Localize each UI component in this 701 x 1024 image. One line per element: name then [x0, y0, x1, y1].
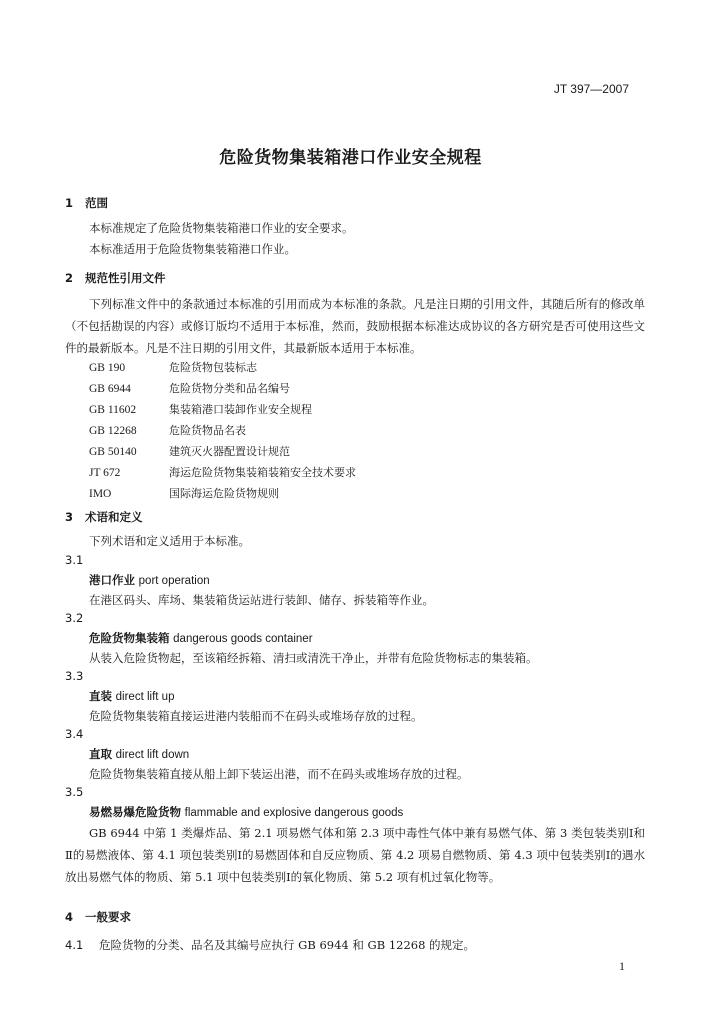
reference-item [89, 485, 279, 501]
page-title: 危险货物集装箱港口作业安全规程 [219, 148, 482, 168]
term-en: port operation [138, 575, 210, 587]
clause-text: 危险货物的分类、品名及其编号应执行 GB 6944 和 GB 12268 的规定。 [99, 938, 476, 952]
section-1-heading [65, 195, 108, 211]
reference-title: 危险货物品名表 [169, 424, 246, 437]
reference-title: 国际海运危险货物规则 [169, 487, 279, 500]
section-title: 术语和定义 [85, 510, 143, 524]
section-title: 规范性引用文件 [85, 271, 166, 285]
term-zh: 直装 [89, 689, 112, 703]
reference-item [89, 380, 290, 396]
term-number: 3.3 [65, 669, 84, 683]
reference-item [89, 464, 356, 480]
term-en: dangerous goods container [173, 633, 313, 645]
term-definition: 在港区码头、库场、集装箱货运站进行装卸、储存、拆装箱等作业。 [89, 593, 434, 607]
reference-item [89, 422, 246, 438]
term-heading [89, 804, 403, 820]
term-definition: 危险货物集装箱直接运进港内装船而不在码头或堆场存放的过程。 [89, 709, 423, 723]
term-definition: 从装入危险货物起，至该箱经拆箱、清扫或清洗干净止，并带有危险货物标志的集装箱。 [89, 651, 538, 665]
section-3-heading [65, 509, 143, 525]
reference-code: JT 672 [89, 467, 121, 479]
reference-title: 危险货物包装标志 [169, 361, 257, 374]
term-number: 3.1 [65, 553, 84, 567]
term-zh: 易燃易爆危险货物 [89, 805, 181, 819]
term-definition: GB 6944 中第 1 类爆炸品、第 2.1 项易燃气体和第 2.3 项中毒性气体中兼有易燃气体、第 3 类包装类别Ⅰ和Ⅱ的易燃液体、第 4.1 项包装类别Ⅰ的易燃固体和自反应物质、第 4.2 项易自燃物质、第 4.3 项中包装类别Ⅰ的遇水放出易燃气体的物质、第 5.1 项中包装类别Ⅰ的氧化物质、第 5.2 项有机过氧化物等。 [65, 826, 645, 884]
section-number: 3 [65, 510, 74, 524]
reference-title: 危险货物分类和品名编号 [169, 382, 290, 395]
section-title: 范围 [85, 196, 108, 210]
term-number: 3.5 [65, 785, 84, 799]
reference-item [89, 359, 257, 375]
section-number: 4 [65, 910, 74, 924]
term-heading [89, 630, 313, 646]
reference-code: GB 6944 [89, 383, 131, 395]
paragraph: 下列标准文件中的条款通过本标准的引用而成为本标准的条款。凡是注日期的引用文件，其随后所有的修改单（不包括勘误的内容）或修订版均不适用于本标准，然而，鼓励根据本标准达成协议的各方研究是否可使用这些文件的最新版本。凡是不注日期的引用文件，其最新版本适用于本标准。 [65, 297, 645, 355]
clause-number: 4.1 [65, 938, 84, 952]
term-en: direct lift up [115, 691, 175, 703]
reference-title: 集装箱港口装卸作业安全规程 [169, 403, 312, 416]
reference-code: GB 12268 [89, 425, 137, 437]
reference-item [89, 401, 312, 417]
reference-title: 海运危险货物集装箱装箱安全技术要求 [169, 466, 356, 479]
section-title: 一般要求 [85, 910, 131, 924]
term-heading [89, 572, 210, 588]
reference-item [89, 443, 290, 459]
term-number: 3.4 [65, 727, 84, 741]
reference-code: GB 50140 [89, 446, 137, 458]
reference-code: GB 11602 [89, 404, 137, 416]
term-heading [89, 746, 189, 762]
reference-code: GB 190 [89, 362, 126, 374]
page-number: 1 [619, 959, 625, 973]
term-zh: 港口作业 [89, 573, 135, 587]
paragraph: 下列术语和定义适用于本标准。 [89, 534, 250, 548]
term-heading [89, 688, 174, 704]
reference-title: 建筑灭火器配置设计规范 [169, 445, 290, 458]
term-zh: 直取 [89, 747, 112, 761]
paragraph: 本标准适用于危险货物集装箱港口作业。 [89, 242, 296, 256]
term-en: direct lift down [115, 749, 190, 761]
term-definition: 危险货物集装箱直接从船上卸下装运出港，而不在码头或堆场存放的过程。 [89, 767, 469, 781]
term-zh: 危险货物集装箱 [89, 631, 170, 645]
section-2-heading [65, 270, 166, 286]
clause-item [65, 937, 475, 953]
section-4-heading [65, 909, 131, 925]
standard-code: JT 397—2007 [553, 82, 629, 96]
section-number: 2 [65, 271, 74, 285]
term-en: flammable and explosive dangerous goods [184, 807, 404, 819]
term-number: 3.2 [65, 611, 84, 625]
section-number: 1 [65, 196, 74, 210]
reference-code: IMO [89, 488, 112, 500]
paragraph: 本标准规定了危险货物集装箱港口作业的安全要求。 [89, 221, 354, 235]
